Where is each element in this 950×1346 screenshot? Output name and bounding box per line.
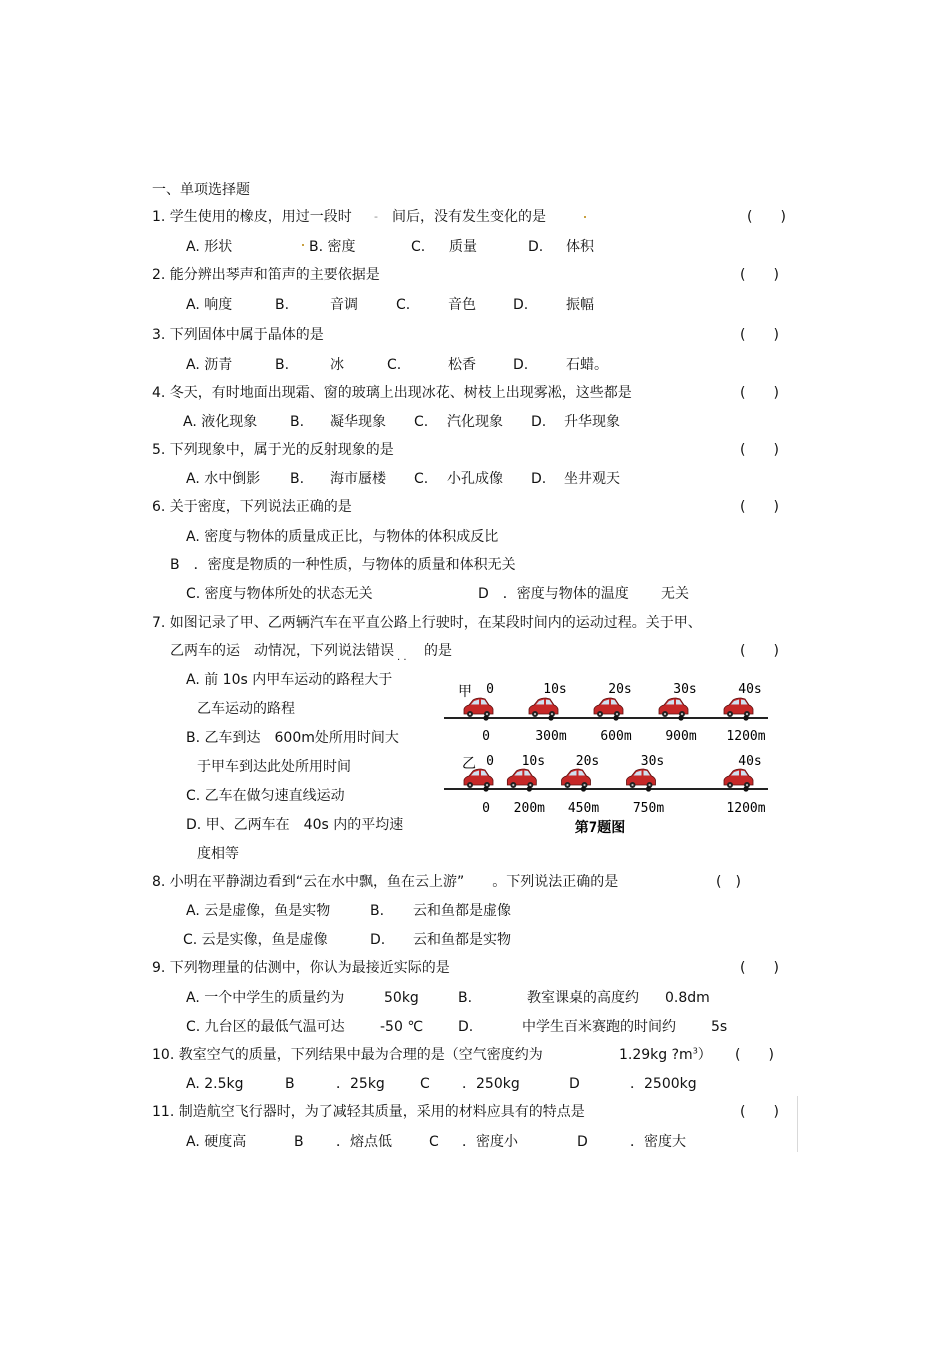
question-10-option-c: ．250kg [462, 1076, 520, 1092]
car-1-icon [594, 698, 623, 717]
emphasis-dots: · · [397, 655, 407, 666]
question-9-option-d-letter: D. [458, 1019, 474, 1035]
question-8-option-d: 云和鱼都是实物 [413, 932, 511, 948]
question-3-option-b: 冰 [330, 357, 344, 373]
question-7-option-a-line-1: A. 前 10s 内甲车运动的路程大于 [186, 672, 393, 688]
question-1-stem-b: 间后，没有发生变化的是 [392, 209, 546, 225]
question-9-option-b-value: 0.8dm [665, 990, 710, 1006]
question-2-option-d-letter: D. [513, 297, 529, 313]
question-5-option-d-letter: D. [531, 471, 547, 487]
question-2-option-b-letter: B. [275, 297, 290, 313]
car-1-time-label: 20s [608, 682, 632, 697]
question-6-option-d: D ．密度与物体的温度 [478, 586, 629, 602]
question-7-option-b-line-1: B. 乙车到达 600m处所用时间大 [186, 730, 399, 746]
question-8-option-a: A. 云是虚像，鱼是实物 [186, 903, 331, 919]
car-2-time-label: 0 [486, 754, 494, 769]
question-6-option-c: C. 密度与物体所处的状态无关 [186, 586, 373, 602]
question-9-option-a-value: 50kg [384, 990, 419, 1006]
question-8-answer-paren: ( ) [716, 874, 741, 890]
question-1-stem-a: 1. 学生使用的橡皮，用过一段时 [152, 209, 352, 225]
question-6-stem: 6. 关于密度，下列说法正确的是 [152, 499, 352, 515]
question-7-option-d-line-1: D. 甲、乙两车在 40s 内的平均速 [186, 817, 404, 833]
question-6-option-d-tail: 无关 [661, 586, 689, 602]
car-1-distance-label: 1200m [726, 729, 766, 744]
question-10-option-d: ．2500kg [630, 1076, 697, 1092]
car-1-icon [724, 698, 753, 717]
stray-mark [302, 244, 304, 246]
stem-close: ） [697, 1047, 712, 1063]
question-5-option-b-letter: B. [290, 471, 305, 487]
question-8-option-b-letter: B. [370, 903, 385, 919]
car-2-position-tick [483, 786, 488, 791]
question-2-answer-paren: ( ) [740, 267, 779, 283]
car-2-time-label: 30s [640, 754, 665, 769]
question-2-option-c: 音色 [448, 297, 476, 313]
question-4-option-c: 汽化现象 [447, 414, 503, 430]
question-1-option-b: B. 密度 [309, 239, 356, 255]
car-1-position-tick [548, 715, 553, 720]
question-3-option-a: A. 沥青 [186, 357, 233, 373]
question-7-stem-line-1: 7. 如图记录了甲、乙两辆汽车在平直公路上行驶时，在某段时间内的运动过程。关于甲、 [152, 615, 702, 631]
question-10-option-b: ．25kg [336, 1076, 385, 1092]
car-1-distance-label: 600m [600, 729, 632, 744]
car-2-label: 乙 [462, 756, 476, 772]
question-8-option-d-letter: D. [370, 932, 386, 948]
question-1-option-a: A. 形状 [186, 239, 233, 255]
question-3-answer-paren: ( ) [740, 327, 779, 343]
question-6-answer-paren: ( ) [740, 499, 779, 515]
figure-caption: 第7题图 [574, 820, 626, 836]
question-9-option-c-value: -50 ℃ [380, 1019, 424, 1035]
question-5-answer-paren: ( ) [740, 442, 779, 458]
question-1-option-d-letter: D. [528, 239, 544, 255]
question-10-option-a: A. 2.5kg [186, 1076, 244, 1092]
question-10-option-b-letter: B [285, 1076, 295, 1092]
question-4-option-b-letter: B. [290, 414, 305, 430]
question-7-option-a-line-2: 乙车运动的路程 [197, 701, 295, 717]
question-10-answer-paren: ( ) [735, 1047, 774, 1063]
question-7-option-c: C. 乙车在做匀速直线运动 [186, 788, 345, 804]
question-5-option-d: 坐井观天 [564, 471, 620, 487]
car-1-position-tick [613, 715, 618, 720]
question-9-answer-paren: ( ) [740, 960, 779, 976]
car-1-icon [659, 698, 688, 717]
question-11-option-a: A. 硬度高 [186, 1134, 247, 1150]
car-2-position-tick [743, 786, 748, 791]
question-11-option-b-letter: B [294, 1134, 304, 1150]
question-8-option-b: 云和鱼都是虚像 [413, 903, 511, 919]
question-2-option-a: A. 响度 [186, 297, 233, 313]
question-6-option-a: A. 密度与物体的质量成正比，与物体的体积成反比 [186, 529, 499, 545]
question-11-option-c: ．密度小 [462, 1134, 518, 1150]
question-4-option-d-letter: D. [531, 414, 547, 430]
car-2-distance-label: 750m [632, 801, 665, 816]
question-11-option-d: ．密度大 [630, 1134, 686, 1150]
question-2-option-b: 音调 [330, 297, 358, 313]
question-3-option-c-letter: C. [387, 357, 402, 373]
question-5-option-b: 海市蜃楼 [330, 471, 386, 487]
car-2-position-tick [646, 786, 651, 791]
question-4-stem: 4. 冬天，有时地面出现霜、窗的玻璃上出现冰花、树枝上出现雾凇，这些都是 [152, 385, 632, 401]
question-3-option-d: 石蜡。 [566, 357, 608, 373]
question-9-option-d-value: 5s [711, 1019, 728, 1035]
question-7-stem-line-2b: 动情况，下列说法错误 [254, 643, 394, 659]
question-5-stem: 5. 下列现象中，属于光的反射现象的是 [152, 442, 394, 458]
question-1-option-c-letter: C. [411, 239, 426, 255]
question-11-option-c-letter: C [429, 1134, 439, 1150]
question-10-option-d-letter: D [569, 1076, 580, 1092]
question-4-option-b: 凝华现象 [330, 414, 386, 430]
question-2-option-d: 振幅 [566, 297, 594, 313]
car-1-time-label: 0 [486, 682, 494, 697]
question-1-answer-paren: ( ) [747, 209, 786, 225]
question-9-option-d: 中学生百米赛跑的时间约 [522, 1019, 676, 1035]
question-10-stem: 10. 教室空气的质量，下列结果中最为合理的是（空气密度约为 [152, 1047, 543, 1063]
question-4-option-d: 升华现象 [564, 414, 620, 430]
question-5-option-a: A. 水中倒影 [186, 471, 261, 487]
question-1-mark: - [374, 210, 378, 223]
question-2-stem: 2. 能分辨出琴声和笛声的主要依据是 [152, 267, 380, 283]
question-1-option-c: 质量 [449, 239, 477, 255]
car-1-time-label: 30s [673, 682, 697, 697]
car-2-time-label: 40s [738, 754, 762, 769]
car-2-icon [724, 769, 753, 788]
question-11-option-d-letter: D [577, 1134, 588, 1150]
car-2-position-tick [527, 786, 532, 791]
question-9-option-b: 教室课桌的高度约 [527, 990, 639, 1006]
car-2-time-label: 10s [521, 754, 546, 769]
question-6-option-b: B ．密度是物质的一种性质，与物体的质量和体积无关 [170, 557, 516, 573]
question-11-option-b: ．熔点低 [336, 1134, 392, 1150]
question-4-answer-paren: ( ) [740, 385, 779, 401]
question-3-stem: 3. 下列固体中属于晶体的是 [152, 327, 324, 343]
car-1-distance-label: 0 [482, 729, 490, 744]
section-title: 一、单项选择题 [152, 182, 250, 198]
car-1-position-tick [743, 715, 748, 720]
question-7-option-b-line-2: 于甲车到达此处所用时间 [197, 759, 351, 775]
question-5-option-c-letter: C. [414, 471, 429, 487]
question-7-stem-line-2a: 乙两车的运 [170, 643, 240, 659]
car-1-distance-label: 300m [535, 729, 567, 744]
car-2-icon [507, 769, 536, 788]
question-11-stem: 11. 制造航空飞行器时，为了减轻其质量，采用的材料应具有的特点是 [152, 1104, 585, 1120]
car-2-position-tick [581, 786, 586, 791]
question-11-answer-paren: ( ) [740, 1104, 779, 1120]
question-1-option-d: 体积 [566, 239, 594, 255]
car-1-icon [464, 698, 493, 717]
density-exponent: 3 [692, 1046, 698, 1056]
car-2-icon [562, 769, 591, 788]
car-1-icon [529, 698, 558, 717]
car-1-position-tick [678, 715, 683, 720]
question-3-option-c: 松香 [448, 357, 476, 373]
question-8-stem: 8. 小明在平静湖边看到“云在水中飘，鱼在云上游” 。下列说法正确的是 [152, 874, 619, 890]
question-10-stem-value [619, 1046, 712, 1064]
car-2-distance-label: 0 [482, 801, 490, 816]
car-1-time-label: 40s [738, 682, 762, 697]
question-7-answer-paren: ( ) [740, 643, 779, 659]
car-1-time-label: 10s [543, 682, 567, 697]
question-9-option-b-letter: B. [458, 990, 473, 1006]
car-2-distance-label: 200m [513, 801, 545, 816]
question-8-option-c: C. 云是实像，鱼是虚像 [183, 932, 328, 948]
car-1-label: 甲 [458, 684, 472, 700]
question-4-option-c-letter: C. [414, 414, 429, 430]
question-3-option-b-letter: B. [275, 357, 290, 373]
car-2-distance-label: 450m [567, 801, 600, 816]
question-5-option-c: 小孔成像 [447, 471, 503, 487]
question-4-option-a: A. 液化现象 [183, 414, 258, 430]
question-7-figure [440, 676, 780, 840]
density-value: 1.29kg ?m [619, 1047, 693, 1063]
question-2-option-c-letter: C. [396, 297, 411, 313]
question-9-option-a: A. 一个中学生的质量约为 [186, 990, 345, 1006]
question-7-stem-line-2c: 的是 [424, 643, 452, 659]
car-1-position-tick [483, 715, 488, 720]
question-3-option-d-letter: D. [513, 357, 529, 373]
car-2-icon [627, 769, 656, 788]
divider-line [797, 1096, 798, 1152]
question-9-option-c: C. 九台区的最低气温可达 [186, 1019, 345, 1035]
question-7-option-d-line-2: 度相等 [197, 846, 239, 862]
car-2-time-label: 20s [575, 754, 600, 769]
car-2-distance-label: 1200m [726, 801, 766, 816]
question-9-stem: 9. 下列物理量的估测中，你认为最接近实际的是 [152, 960, 450, 976]
car-1-distance-label: 900m [665, 729, 697, 744]
question-10-option-c-letter: C [420, 1076, 430, 1092]
stray-mark [584, 216, 586, 218]
